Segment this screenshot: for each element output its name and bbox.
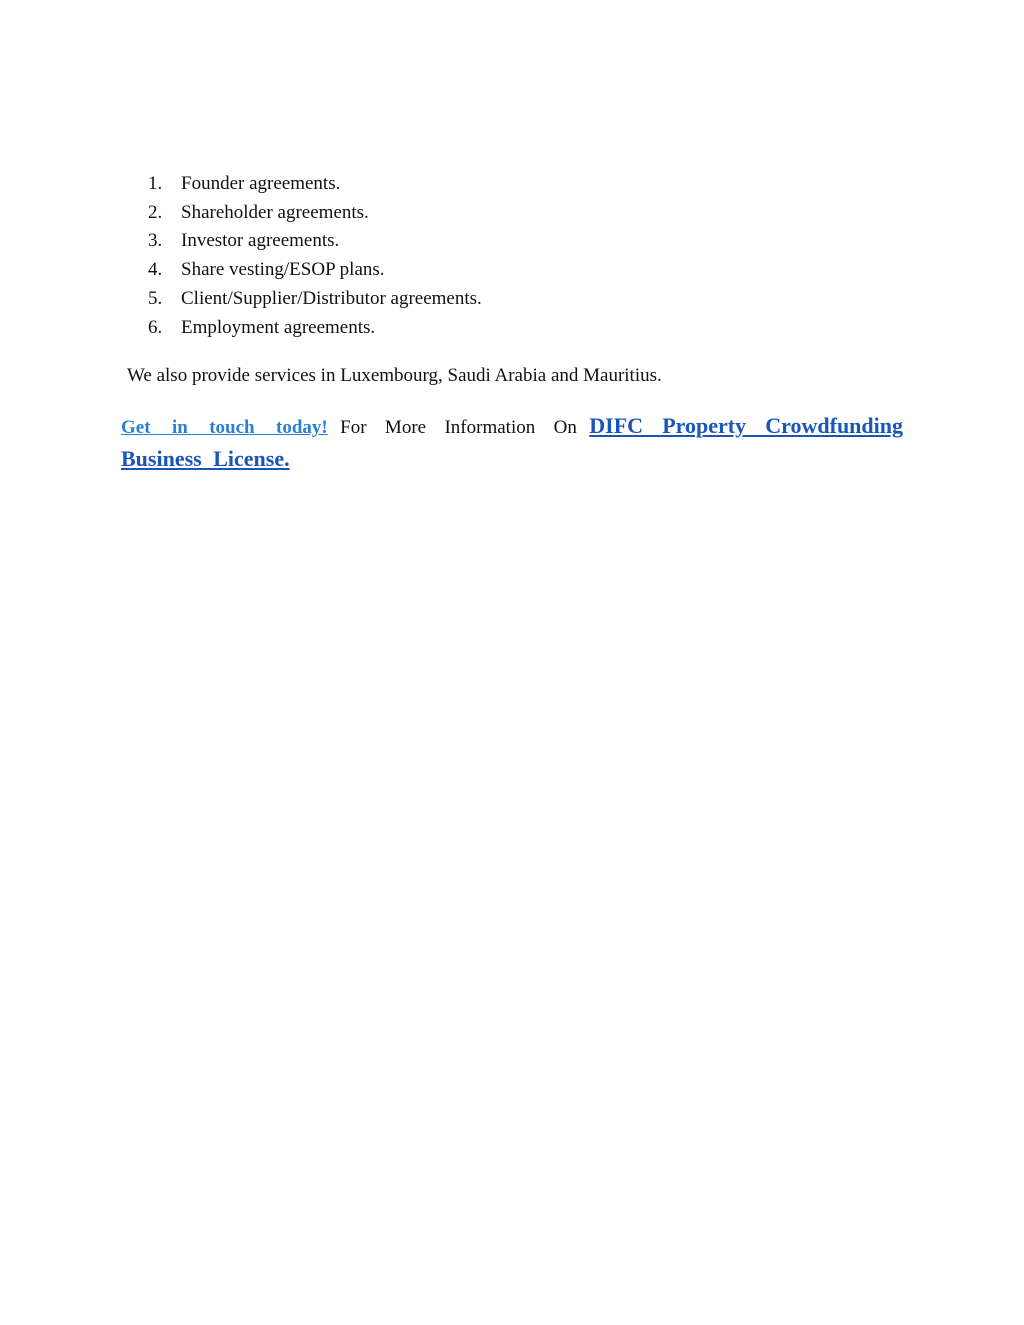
get-in-touch-link[interactable]: Get in touch today!	[121, 417, 328, 438]
list-item-text: Client/Supplier/Distributor agreements.	[181, 287, 482, 309]
list-item	[148, 314, 482, 343]
list-item-text: Shareholder agreements.	[181, 201, 369, 223]
agreements-list	[148, 170, 482, 342]
list-item-number: 6.	[148, 316, 163, 338]
list-item-text: Share vesting/ESOP plans.	[181, 259, 385, 281]
list-item-number: 1.	[148, 173, 163, 194]
services-paragraph: We also provide services in Luxembourg, Saudi Arabia and Mauritius.	[127, 365, 662, 386]
list-item-text: Investor agreements.	[181, 230, 340, 252]
list-item-number: 3.	[148, 230, 163, 252]
difc-license-link[interactable]: DIFC Property Crowdfunding Business License.	[121, 413, 904, 471]
list-item	[148, 256, 482, 285]
list-item	[148, 227, 482, 256]
list-item	[148, 285, 482, 314]
list-item	[148, 199, 482, 228]
list-item-number: 2.	[148, 201, 163, 223]
list-item-number: 4.	[148, 259, 163, 281]
cta-middle-text: For More Information On	[340, 417, 577, 438]
list-item-number: 5.	[148, 287, 163, 309]
call-to-action-paragraph	[121, 410, 903, 476]
list-item-text: Founder agreements.	[181, 173, 341, 194]
list-item-text: Employment agreements.	[181, 316, 376, 338]
list-item	[148, 170, 482, 199]
